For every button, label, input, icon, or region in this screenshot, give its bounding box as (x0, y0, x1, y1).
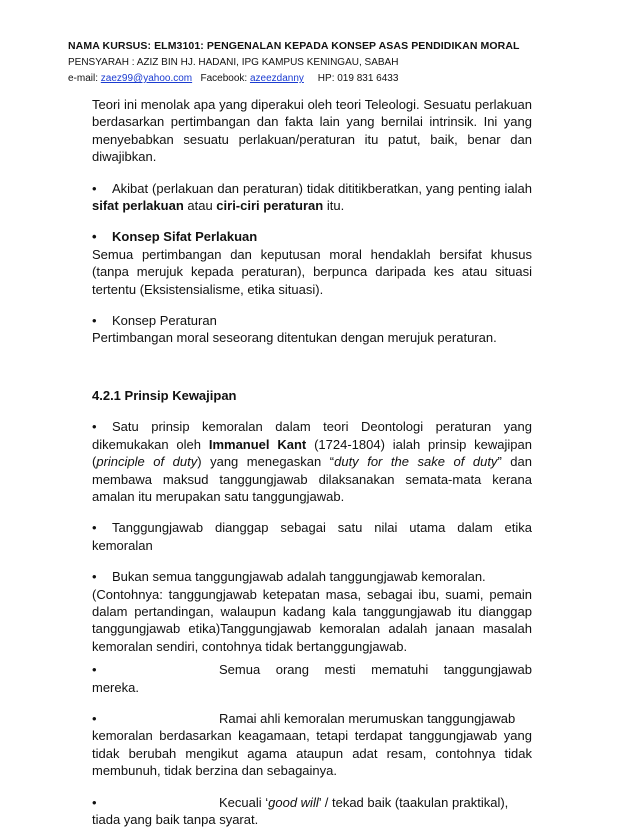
section-title: 4.2.1 Prinsip Kewajipan (92, 387, 237, 403)
ramai-heading: • Ramai ahli kemoralan merumuskan tanggungjawab (92, 710, 516, 726)
bullet-icon: • (92, 662, 97, 678)
intro-paragraph: Teori ini menolak apa yang diperakui oleh teori Teleologi. Sesuatu perlakuan berdasarkan pertimbangan dan fakta lain yang bernilai intrinsik. Ini yang menyebabkan sesuatu perlakuan/peraturan itu patut, baik, benar dan diwajibkan. (92, 97, 532, 165)
nilai-paragraph: • Tanggungjawab dianggap sebagai satu nilai utama dalam etika kemoralan (92, 520, 532, 553)
mematuhi-paragraph: • Semua orang mesti mematuhi tanggungjawab mereka. (92, 662, 532, 695)
sifat-body: Semua pertimbangan dan keputusan moral hendaklah bersifat khusus (tanpa merujuk kepada peraturan), berpunca daripada kes atau situasi tertentu (Eksistensialisme, etika situasi). (92, 246, 532, 297)
bullet-icon: • (92, 313, 97, 329)
peraturan-heading: • Konsep Peraturan (92, 313, 217, 329)
email-link[interactable]: zaez99@yahoo.com (100, 73, 193, 84)
peraturan-body: Pertimbangan moral seseorang ditentukan dengan merujuk peraturan. (92, 330, 497, 346)
sifat-heading: • Konsep Sifat Perlakuan (92, 229, 258, 245)
bullet-icon: • (92, 520, 97, 536)
facebook-label: Facebook: (200, 73, 248, 84)
course-title: NAMA KURSUS: ELM3101: PENGENALAN KEPADA KONSEP ASAS PENDIDIKAN MORAL (68, 40, 520, 52)
bullet-icon: • (92, 180, 97, 196)
kecuali-body: tiada yang baik tanpa syarat. (92, 812, 259, 827)
bullet-icon: • (92, 794, 97, 810)
bukan-body: (Contohnya: tanggungjawab ketepatan masa, sebagai ibu, suami, pemain dalam pertandingan, walaupun kadang kala tanggungjawab itu dianggap tanggungjawab etika)Tanggungjawab kemoralan adalah janaan masalah kemoralan sendiri, contohnya tidak bertanggungjawab. (92, 586, 532, 654)
phone-number: HP: 019 831 6433 (317, 73, 399, 84)
document-header (68, 40, 568, 84)
facebook-link[interactable]: azeezdanny (249, 73, 304, 84)
contact-line (68, 73, 568, 84)
ramai-body: kemoralan berdasarkan keagamaan, tetapi terdapat tanggungjawab yang tidak berubah mengikut agama ataupun adat resam, contohnya tidak membunuh, tidak berzina dan sebagainya. (92, 728, 532, 779)
bukan-line: • Bukan semua tanggungjawab adalah tanggungjawab kemoralan. (92, 569, 486, 585)
bullet-icon: • (92, 229, 97, 245)
akibat-paragraph: • Akibat (perlakuan dan peraturan) tidak dititikberatkan, yang penting ialah sifat perlakuan atau ciri-ciri peraturan itu. (92, 180, 532, 214)
document-body (92, 96, 532, 828)
kant-paragraph: • Satu prinsip kemoralan dalam teori Deontologi peraturan yang dikemukakan oleh Immanuel Kant (1724-1804) ialah prinsip kewajipan (principle of duty) yang menegaskan “duty for the sake of duty” dan membawa maksud tanggungjawab dilaksanakan semata-mata kerana amalan itu merupakan satu tanggungjawab. (92, 419, 532, 504)
bullet-icon: • (92, 419, 97, 435)
bullet-icon: • (92, 710, 97, 726)
lecturer-line: PENSYARAH : AZIZ BIN HJ. HADANI, IPG KAMPUS KENINGAU, SABAH (68, 57, 399, 68)
bullet-icon: • (92, 569, 97, 585)
email-label: e-mail: (68, 73, 99, 84)
kecuali-heading: • Kecuali ‘good will’ / tekad baik (taakulan praktikal), (92, 794, 509, 810)
